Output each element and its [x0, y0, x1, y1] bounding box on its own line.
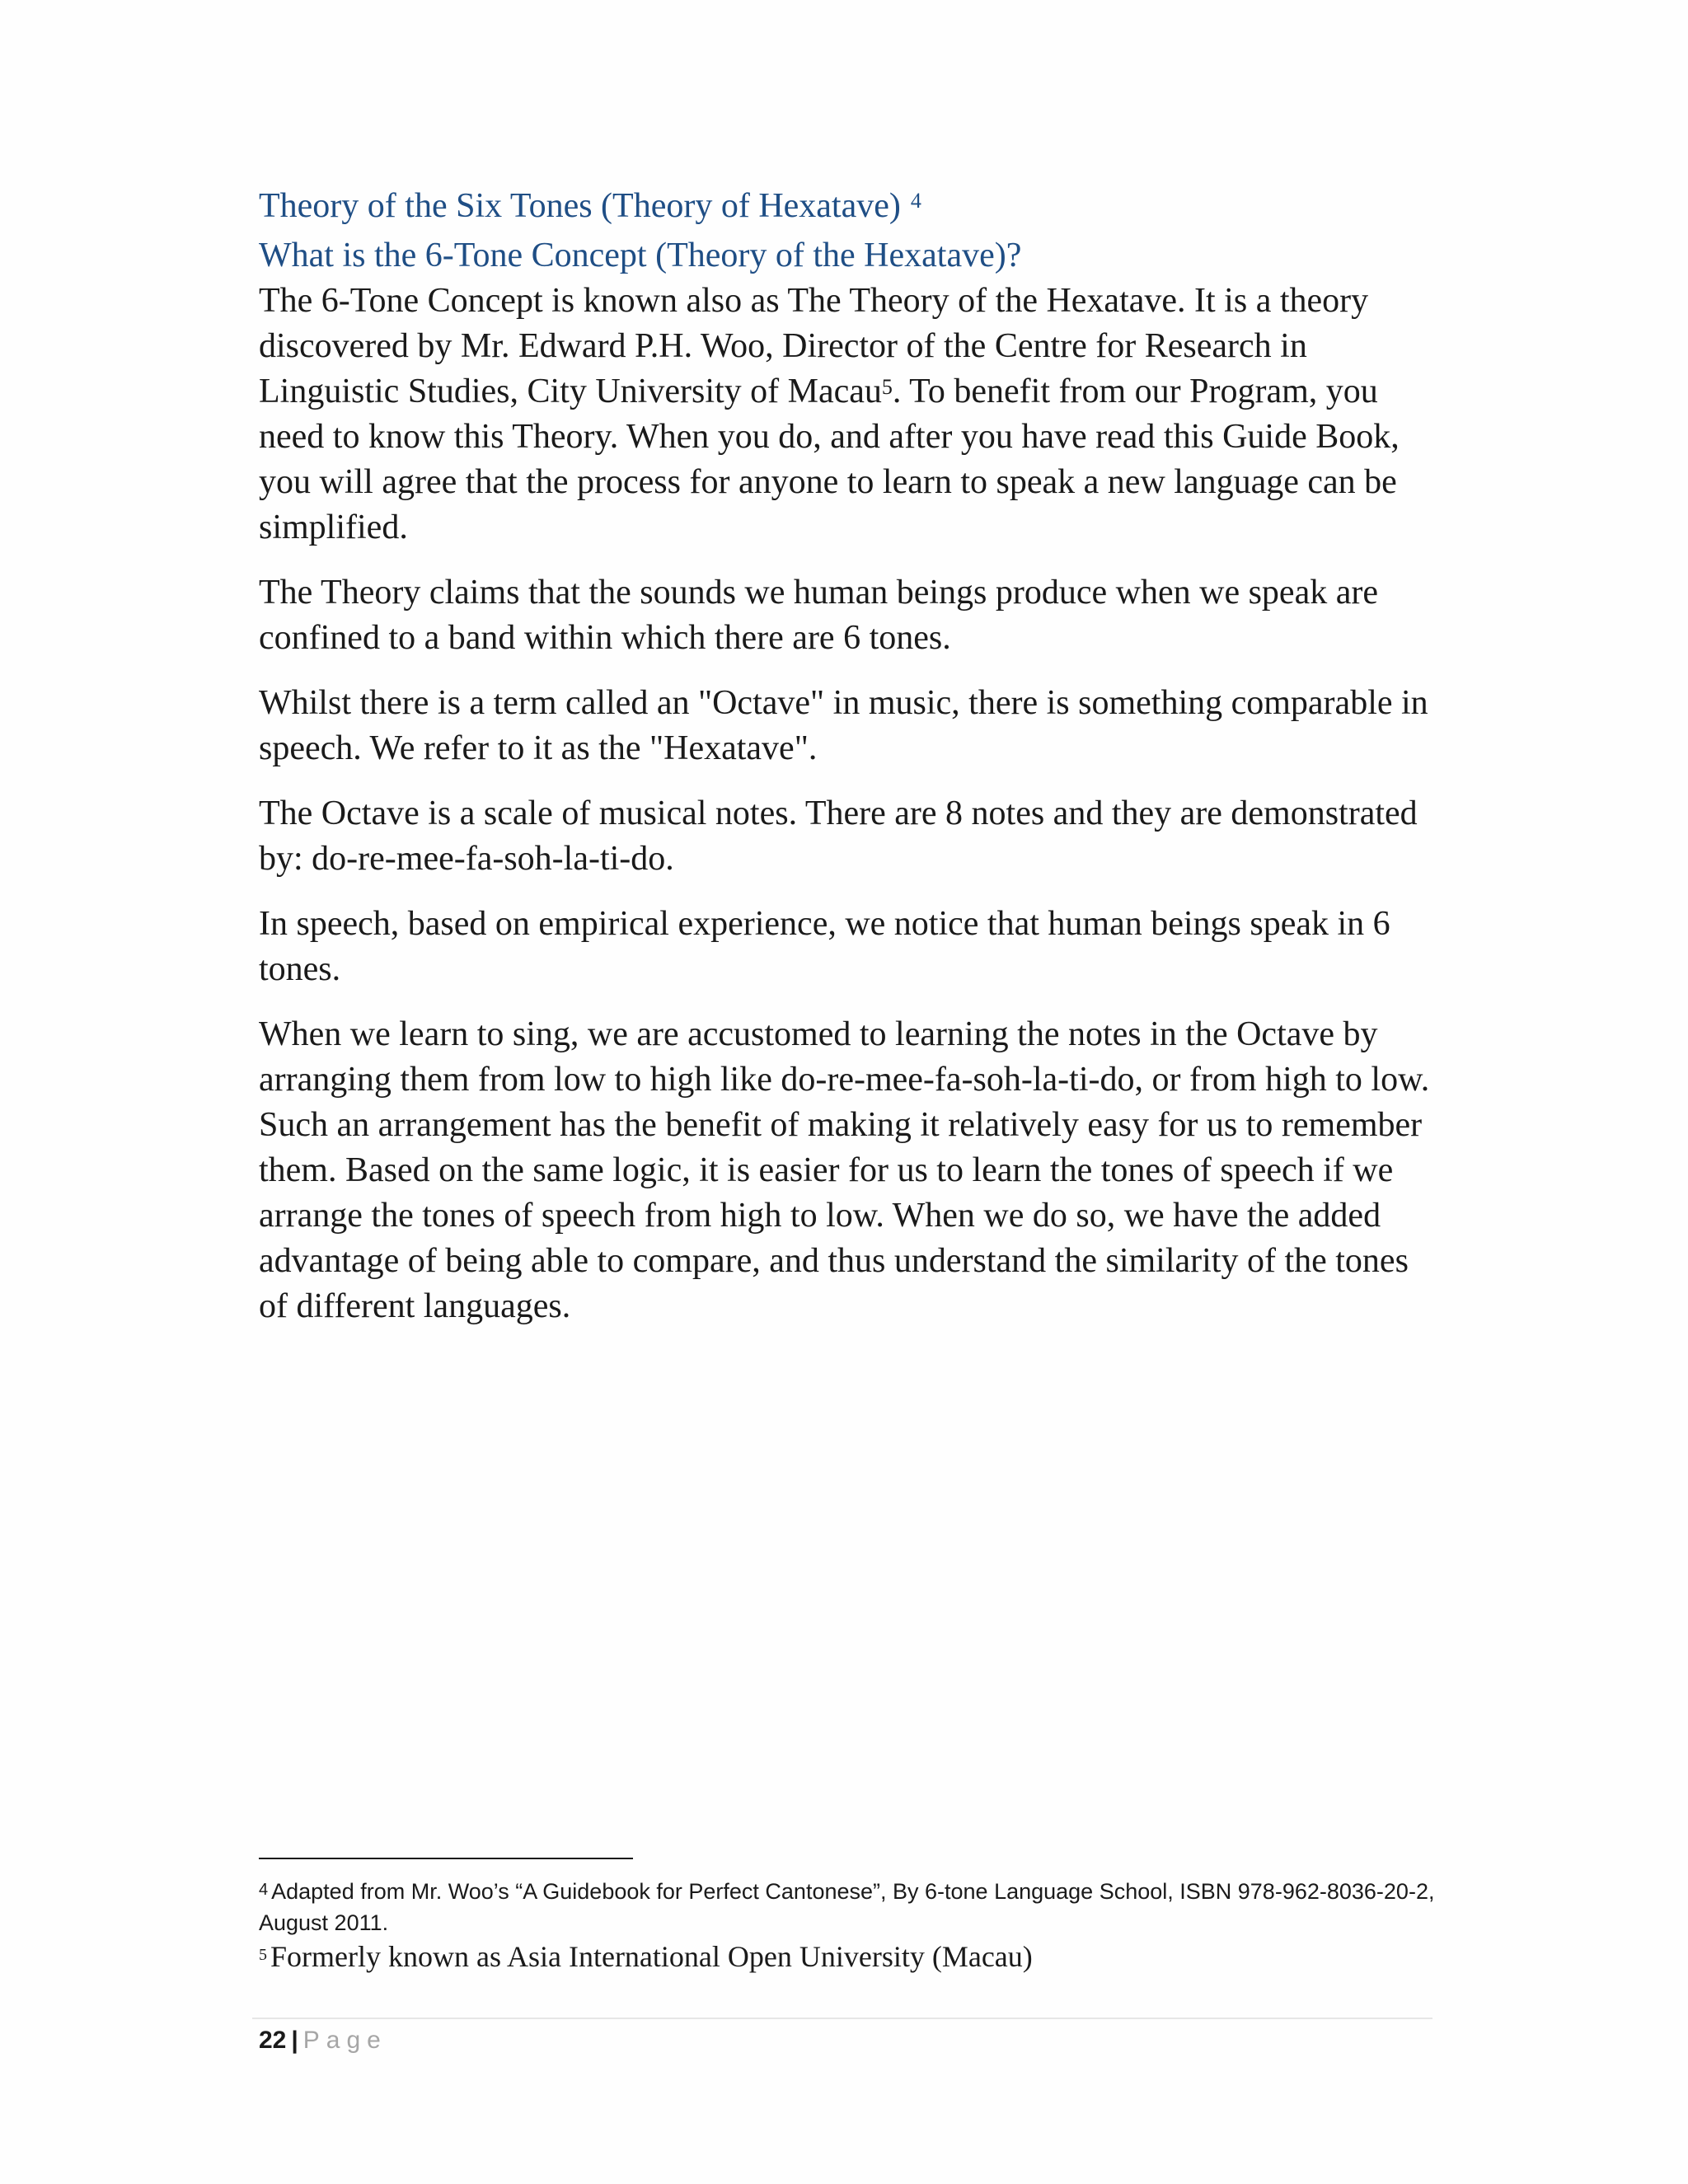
footnote-4-text: Adapted from Mr. Woo’s “A Guidebook for Perfect Cantonese”, By 6-tone Language School, ISBN 978-962-8036-20-2, August 2011.	[259, 1879, 1435, 1935]
paragraph-learning-tones: When we learn to sing, we are accustomed to learning the notes in the Octave by arranging them from low to high like do-re-mee-fa-soh-la-ti-do, or from high to low. Such an arrangement has the benefit of making it relatively easy for us to remember them. Based on the same logic, it is easier for us to learn the tones of speech if we arrange the tones of speech from high to low. When we do so, we have the added advantage of being able to compare, and thus understand the similarity of the tones of different languages.	[259, 1015, 1430, 1325]
intro-text-end: . To benefit from our Program, you need to know this Theory. When you do, and after you have read this Guide Book, you will agree that the process for anyone to learn to speak a new language can be simplified.	[259, 373, 1400, 546]
section-title	[259, 183, 1437, 229]
footnote-4	[259, 1876, 1437, 1938]
footnote-divider	[259, 1858, 633, 1859]
page-label: Page	[302, 2027, 387, 2054]
main-content	[259, 183, 1437, 1329]
footnote-5-number: 5	[259, 1946, 267, 1964]
footer-separator: |	[291, 2027, 298, 2054]
intro-paragraph	[259, 279, 1437, 551]
footnote-4-number: 4	[259, 1881, 269, 1899]
intro-text-start: The 6-Tone Concept is known also as The Theory of the Hexatave. It is a theory discovered by Mr. Edward P.H. Woo, Director of the Centre for Research in Linguistic Studies, City University of Macau	[259, 282, 1369, 410]
page-number: 22	[259, 2027, 287, 2054]
footnote-5-text: Formerly known as Asia International Open University (Macau)	[270, 1940, 1033, 1973]
paragraph-six-tones: In speech, based on empirical experience, we notice that human beings speak in 6 tones.	[259, 905, 1390, 988]
paragraph-octave-comparison: Whilst there is a term called an "Octave" in music, there is something comparable in speech. We refer to it as the "Hexatave".	[259, 684, 1428, 767]
paragraph-theory-claims: The Theory claims that the sounds we human beings produce when we speak are confined to a band within which there are 6 tones.	[259, 574, 1378, 657]
footnote-ref-4[interactable]: 4	[910, 189, 921, 213]
paragraph-octave-scale: The Octave is a scale of musical notes. There are 8 notes and they are demonstrated by: do-re-mee-fa-soh-la-ti-do.	[259, 794, 1418, 878]
footer-divider	[252, 2018, 1432, 2019]
section-subtitle: What is the 6-Tone Concept (Theory of the Hexatave)?	[259, 237, 1022, 274]
section-title-text: Theory of the Six Tones (Theory of Hexatave)	[259, 187, 901, 225]
footnote-ref-5[interactable]: 5	[881, 375, 893, 399]
page-footer	[259, 2024, 387, 2057]
footnote-5	[259, 1938, 1437, 1975]
